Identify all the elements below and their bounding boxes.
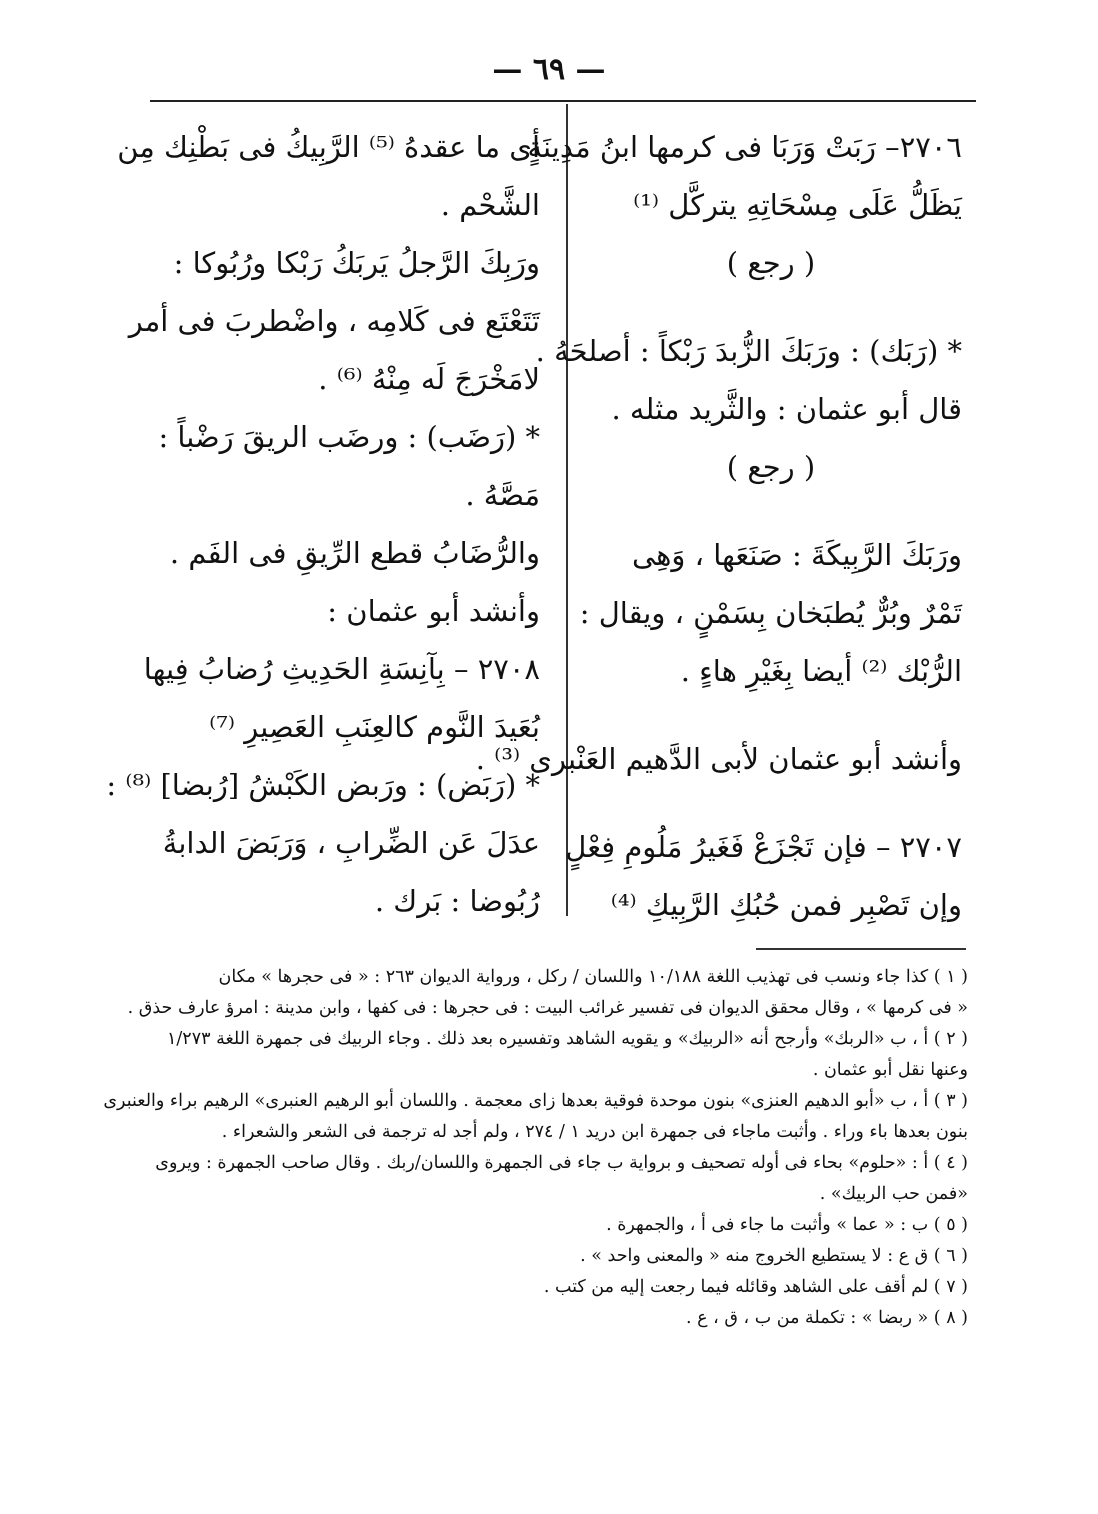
text-line: وأنشد أبو عثمان : [327, 594, 540, 628]
verse-2707-line-1: ٢٧٠٧ – فإن تَجْزَعْ فَغَيرُ مَلُومِ فِعْلٍ [565, 830, 962, 864]
footnote-3: ( ٣ ) أ ، ب «أبو الدهيم العنزى» بنون موحدة فوقية بعدها زاى معجمة . واللسان أبو الرهيم العنبرى» الرهيم براء والعنبرى [103, 1091, 968, 1111]
cross-reference: ( رجع ) [726, 450, 816, 484]
entry-radab-heading: * (رَضَب) : ورضَب الريقَ رَضْباً : [158, 420, 540, 454]
footnote-2-continued: وعنها نقل أبو عثمان . [812, 1060, 968, 1080]
page-number: — ٦٩ — [492, 52, 606, 87]
footnote-2: ( ٢ ) أ ، ب «الربك» وأرجح أنه «الربيك» و يقويه الشاهد وتفسيره بعد ذلك . وجاء الربيك فى جمهرة اللغة ١/٢٧٣ [167, 1029, 968, 1049]
footnote-5: ( ٥ ) ب : « عما » وأثبت ما جاء فى أ ، والجمهرة . [606, 1215, 968, 1235]
verse-2708-line-2: بُعَيدَ النَّوم كالعِنَبِ العَصِيرِ ⁽⁷⁾ [209, 710, 540, 744]
text-line: عدَلَ عَن الضِّرابِ ، وَرَبَضَ الدابةُ [162, 826, 540, 860]
text-line: لامَخْرَجَ لَه مِنْهُ ⁽⁶⁾ . [318, 362, 540, 396]
text-line: الشَّحْم . [440, 188, 540, 222]
footnote-7: ( ٧ ) لم أقف على الشاهد وقائله فيما رجعت إليه من كتب . [543, 1277, 968, 1297]
footnote-1: ( ١ ) كذا جاء ونسب فى تهذيب اللغة ١٠/١٨٨ واللسان / ركل ، ورواية الديوان ٢٦٣ : « فى حجرها » مكان [218, 967, 968, 987]
footnotes [103, 962, 968, 1334]
footnote-6: ( ٦ ) ق ع : لا يستطيع الخروج منه « والمعنى واحد » . [580, 1246, 968, 1266]
text-line: ورَبِكَ الرَّجلُ يَربَكُ رَبْكا ورُبُوكا : [173, 246, 540, 280]
footnote-8: ( ٨ ) « ربضا » : تكملة من ب ، ق ، ع . [686, 1308, 968, 1328]
text-line: مَصَّهُ . [465, 478, 540, 512]
text-line: أى ما عقدهُ ⁽⁵⁾ الرَّبِيكُ فى بَطْنِك مِن [117, 130, 540, 164]
text-line: تَمْرٌ وبُرٌّ يُطبَخان بِسَمْنٍ ، ويقال : [579, 596, 962, 630]
verse-2706-line-1: ٢٧٠٦– رَبَتْ وَرَبَا فى كرمها ابنُ مَدِينَةٍ [527, 130, 962, 164]
verse-2707-line-2: وإن تَصْبِر فمن حُبُكِ الرَّبِيكِ ⁽⁴⁾ [610, 888, 962, 922]
text-line: وأنشد أبو عثمان لأبى الدَّهيم العَنْبرى ⁽³⁾ . [475, 742, 962, 776]
column-divider [566, 104, 568, 916]
entry-rabad-heading: * (رَبَض) : ورَبض الكَبْشُ [رُبضا] ⁽⁸⁾ : [106, 768, 540, 802]
text-line: ورَبَكَ الرَّبِيكَةَ : صَنَعَها ، وَهِى [631, 538, 962, 572]
entry-rabak-heading: * (رَبَك) : ورَبَكَ الزُّبدَ رَبْكاً : أصلحَهُ . [535, 334, 962, 368]
footnote-1-continued: « فى كرمها » ، وقال محقق الديوان فى تفسير غرائب البيت : فى حجرها : فى كفها ، وابن مدينة : امرؤ عارف حذق . [127, 998, 968, 1018]
left-column [106, 118, 540, 930]
text-line: الرُّبْك ⁽²⁾ أيضا بِغَيْرِ هاءٍ . [680, 654, 962, 688]
text-line: والرُّضَابُ قطع الرِّيقِ فى الفَم . [169, 536, 540, 570]
header-rule [150, 100, 976, 102]
verse-2708-line-1: ٢٧٠٨ – بِآنِسَةِ الحَدِيثِ رُضابُ فِيها [143, 652, 540, 686]
text-line: تَتَعْتَع فى كَلامِه ، واضْطربَ فى أمر [128, 304, 540, 338]
footnote-rule [756, 948, 966, 950]
text-line: قال أبو عثمان : والثَّريد مثله . [611, 392, 962, 426]
text-line: رُبُوضا : بَرك . [374, 884, 540, 918]
cross-reference: ( رجع ) [726, 246, 816, 280]
verse-2706-line-2: يَظَلُّ عَلَى مِسْحَاتِهِ يتركَّل ⁽¹⁾ [633, 188, 962, 222]
footnote-4-continued: «فمن حب الربيك» . [819, 1184, 968, 1204]
footnote-4: ( ٤ ) أ : «حلوم» بحاء فى أوله تصحيف و برواية ب جاء فى الجمهرة واللسان/ربك . وقال صاحب الجمهرة : ويروى [155, 1153, 968, 1173]
footnote-3-continued: بنون بعدها باء وراء . وأثبت ماجاء فى جمهرة ابن دريد ١ / ٢٧٤ ، ولم أجد له ترجمة فى الشعر والشعراء . [221, 1122, 968, 1142]
